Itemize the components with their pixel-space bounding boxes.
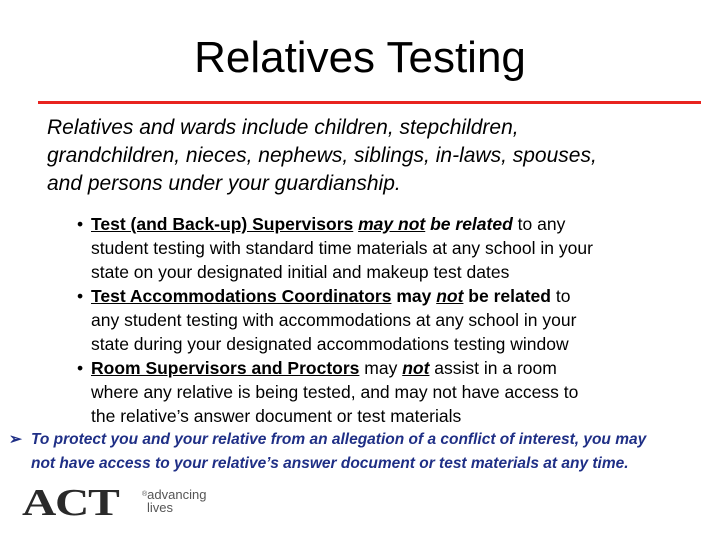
bullet-emphasis: be related [463, 286, 551, 306]
bullet-text: in a room [479, 358, 557, 378]
bullet-dot-icon: • [77, 214, 84, 234]
intro-line: and persons under your guardianship. [47, 172, 401, 195]
intro-line: Relatives and wards include children, stepchildren, [47, 116, 519, 139]
bullet-role: Test (and Back-up) Supervisors [91, 214, 354, 234]
bullet-text: any student testing with accommodations at any school in your [91, 310, 577, 330]
bullet-role: Room Supervisors and Proctors [91, 358, 360, 378]
note-text: To protect you and your relative from an allegation of a conflict of interest, you may [31, 431, 647, 448]
logo-tagline [142, 488, 206, 514]
tagline-line: lives [147, 500, 174, 515]
bullet-emphasis: may [391, 286, 437, 306]
bullet-dot-icon: • [77, 286, 84, 306]
conflict-note [9, 428, 709, 476]
bullet-text: state on your designated initial and makeup test dates [91, 262, 510, 282]
title-divider [38, 101, 701, 104]
act-logo [22, 482, 207, 524]
arrow-bullet-icon: ➢ [9, 431, 22, 448]
bullet-emphasis: be related [425, 214, 513, 234]
bullet-text: the relative’s answer document or test materials [91, 406, 462, 426]
bullet-list [77, 212, 697, 428]
intro-line: grandchildren, nieces, nephews, siblings, in-laws, spouses, [47, 144, 597, 167]
bullet-text: where any relative is being tested, and may not have access to [91, 382, 579, 402]
bullet-dot-icon: • [77, 358, 84, 378]
bullet-emphasis: may not [358, 214, 426, 234]
slide-title: Relatives Testing [194, 33, 526, 82]
bullet-text: assist [429, 358, 480, 378]
bullet-role: Test Accommodations Coordinators [91, 286, 392, 306]
bullet-item [77, 284, 697, 356]
bullet-text: to [550, 286, 571, 306]
bullet-text: to any [512, 214, 566, 234]
tagline-line: advancing [147, 487, 207, 502]
bullet-item [77, 212, 697, 284]
intro-paragraph [47, 114, 707, 198]
bullet-text: may [359, 358, 403, 378]
bullet-emphasis: not [402, 358, 430, 378]
bullet-emphasis: not [436, 286, 464, 306]
bullet-item [77, 356, 697, 428]
logo-wordmark: ACT [22, 482, 119, 524]
bullet-text: state during your designated accommodations testing window [91, 334, 569, 354]
note-text: not have access to your relative’s answer document or test materials at any time. [31, 455, 629, 472]
bullet-text: student testing with standard time materials at any school in your [91, 238, 593, 258]
registered-mark: ® [142, 491, 148, 498]
